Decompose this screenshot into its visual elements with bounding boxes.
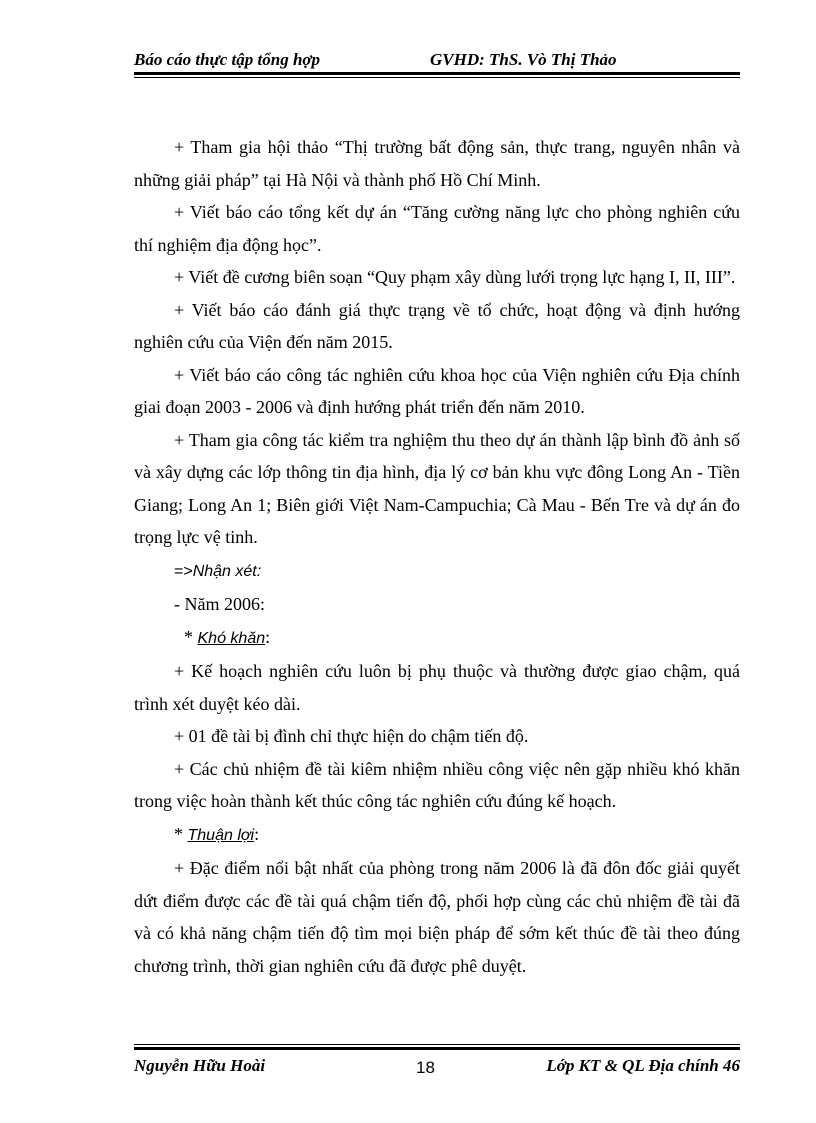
header-rule-thin	[134, 77, 740, 78]
page-header	[134, 46, 740, 76]
advantage-colon: :	[254, 823, 260, 844]
footer-class: Lớp KT & QL Địa chính 46	[546, 1056, 740, 1075]
year-heading: - Năm 2006:	[174, 594, 265, 614]
footer-rule-thin	[134, 1044, 740, 1045]
paragraph: + Tham gia hội thảo “Thị trường bất động sản, thực trang, nguyên nhân và những giải pháp” tại Hà Nội và thành phố Hồ Chí Minh.	[134, 137, 740, 190]
difficulty-label: Khó khăn	[197, 629, 266, 647]
footer-rule	[134, 1047, 740, 1050]
difficulty-star: *	[184, 626, 198, 647]
paragraph: + Đặc điểm nổi bật nhất của phòng trong năm 2006 là đã đôn đốc giải quyết dứt điểm được các đề tài quá chậm tiến độ, phối hợp cùng các chủ nhiệm đề tài đã và có khả năng chậm tiến độ tìm mọi biện pháp để sớm kết thúc đề tài theo đúng chương trình, thời gian nghiên cứu đã được phê duyệt.	[134, 858, 740, 976]
paragraph: + Viết báo cáo đánh giá thực trạng về tổ chức, hoạt động và định hướng nghiên cứu của Viện đến năm 2015.	[134, 299, 740, 352]
remark-label: Nhận xét:	[192, 562, 262, 580]
advantage-label: Thuận lợi	[187, 826, 255, 844]
paragraph: + Kế hoạch nghiên cứu luôn bị phụ thuộc và thường được giao chậm, quá trình xét duyệt kéo dài.	[134, 661, 740, 714]
paragraph: + 01 đề tài bị đình chỉ thực hiện do chậm tiến độ.	[174, 726, 529, 746]
page-footer	[134, 1044, 740, 1084]
page-number: 18	[416, 1058, 435, 1077]
paragraph: + Viết báo cáo công tác nghiên cứu khoa học của Viện nghiên cứu Địa chính giai đoạn 2003 - 2006 và định hướng phát triển đến năm 2010.	[134, 364, 740, 417]
header-supervisor: GVHD: ThS. Vò Thị Thảo	[430, 50, 617, 69]
difficulty-heading	[134, 621, 740, 656]
paragraph: + Các chủ nhiệm đề tài kiêm nhiệm nhiều công việc nên gặp nhiều khó khăn trong việc hoàn thành kết thúc công tác nghiên cứu đúng kế hoạch.	[134, 758, 740, 811]
header-report-title: Báo cáo thực tập tổng hợp	[134, 50, 321, 69]
header-rule	[134, 72, 740, 75]
advantage-heading	[134, 818, 740, 853]
remark-arrow: =>	[174, 562, 193, 580]
advantage-star: *	[174, 823, 188, 844]
paragraph: + Viết đề cương biên soạn “Quy phạm xây dùng lưới trọng lực hạng I, II, III”.	[174, 267, 736, 287]
remark-heading	[134, 554, 740, 589]
footer-author: Nguyễn Hữu Hoài	[134, 1056, 266, 1075]
difficulty-colon: :	[265, 626, 271, 647]
paragraph: + Viết báo cáo tổng kết dự án “Tăng cường năng lực cho phòng nghiên cứu thí nghiệm địa động học”.	[134, 202, 740, 255]
document-body	[134, 131, 740, 982]
paragraph: + Tham gia công tác kiểm tra nghiệm thu theo dự án thành lập bình đồ ảnh số và xây dựng các lớp thông tin địa hình, địa lý cơ bản khu vực đông Long An - Tiền Giang; Long An 1; Biên giới Việt Nam-Campuchia; Cà Mau - Bến Tre và dự án đo trọng lực vệ tinh.	[134, 429, 740, 547]
